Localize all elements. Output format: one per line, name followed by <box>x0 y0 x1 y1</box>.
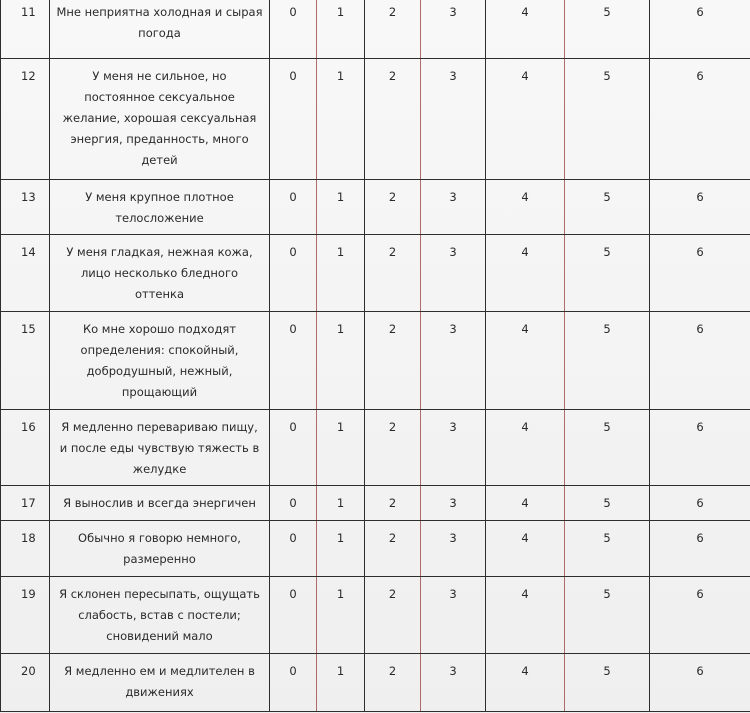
score-option-6[interactable]: 6 <box>650 235 750 312</box>
score-option-5[interactable]: 5 <box>565 235 650 312</box>
score-option-0[interactable]: 0 <box>270 59 317 180</box>
score-option-5[interactable]: 5 <box>565 0 650 59</box>
item-number: 14 <box>1 235 50 312</box>
score-option-3[interactable]: 3 <box>421 0 486 59</box>
score-option-1[interactable]: 1 <box>317 521 365 577</box>
score-option-5[interactable]: 5 <box>565 577 650 654</box>
score-option-4[interactable]: 4 <box>486 577 565 654</box>
score-option-3[interactable]: 3 <box>421 577 486 654</box>
score-option-6[interactable]: 6 <box>650 180 750 235</box>
score-option-5[interactable]: 5 <box>565 312 650 410</box>
score-option-0[interactable]: 0 <box>270 410 317 486</box>
statement-text: Мне неприятна холодная и сырая погода <box>50 0 270 59</box>
score-option-2[interactable]: 2 <box>365 521 421 577</box>
score-option-2[interactable]: 2 <box>365 180 421 235</box>
table-row <box>1 180 750 235</box>
score-option-1[interactable]: 1 <box>317 577 365 654</box>
statement-text: У меня гладкая, нежная кожа, лицо несколько бледного оттенка <box>50 235 270 312</box>
score-option-6[interactable]: 6 <box>650 654 750 712</box>
score-option-6[interactable]: 6 <box>650 0 750 59</box>
score-option-5[interactable]: 5 <box>565 486 650 521</box>
statement-text: Обычно я говорю немного, размеренно <box>50 521 270 577</box>
table-row <box>1 577 750 654</box>
score-option-5[interactable]: 5 <box>565 410 650 486</box>
score-option-3[interactable]: 3 <box>421 410 486 486</box>
score-option-0[interactable]: 0 <box>270 0 317 59</box>
score-option-1[interactable]: 1 <box>317 486 365 521</box>
score-option-6[interactable]: 6 <box>650 410 750 486</box>
item-number: 13 <box>1 180 50 235</box>
statement-text: Я медленно ем и медлителен в движениях <box>50 654 270 712</box>
table-row <box>1 235 750 312</box>
table-row <box>1 410 750 486</box>
score-option-5[interactable]: 5 <box>565 654 650 712</box>
score-option-5[interactable]: 5 <box>565 180 650 235</box>
score-option-0[interactable]: 0 <box>270 180 317 235</box>
score-option-4[interactable]: 4 <box>486 59 565 180</box>
score-option-5[interactable]: 5 <box>565 521 650 577</box>
statement-text: Я вынослив и всегда энергичен <box>50 486 270 521</box>
item-number: 16 <box>1 410 50 486</box>
score-option-3[interactable]: 3 <box>421 521 486 577</box>
score-option-3[interactable]: 3 <box>421 59 486 180</box>
table-row <box>1 486 750 521</box>
score-option-3[interactable]: 3 <box>421 312 486 410</box>
table-row <box>1 59 750 180</box>
score-option-1[interactable]: 1 <box>317 654 365 712</box>
statement-text: У меня крупное плотное телосложение <box>50 180 270 235</box>
score-option-6[interactable]: 6 <box>650 486 750 521</box>
score-option-1[interactable]: 1 <box>317 180 365 235</box>
score-option-0[interactable]: 0 <box>270 486 317 521</box>
score-option-6[interactable]: 6 <box>650 312 750 410</box>
score-option-0[interactable]: 0 <box>270 521 317 577</box>
score-option-2[interactable]: 2 <box>365 410 421 486</box>
score-option-6[interactable]: 6 <box>650 577 750 654</box>
statement-text: Я медленно перевариваю пищу, и после еды чувствую тяжесть в желудке <box>50 410 270 486</box>
score-option-2[interactable]: 2 <box>365 486 421 521</box>
table-row <box>1 654 750 712</box>
score-option-6[interactable]: 6 <box>650 59 750 180</box>
statement-text: У меня не сильное, но постоянное сексуальное желание, хорошая сексуальная энергия, преданность, много детей <box>50 59 270 180</box>
score-option-0[interactable]: 0 <box>270 235 317 312</box>
score-option-4[interactable]: 4 <box>486 410 565 486</box>
score-option-6[interactable]: 6 <box>650 521 750 577</box>
score-option-3[interactable]: 3 <box>421 235 486 312</box>
score-option-0[interactable]: 0 <box>270 577 317 654</box>
questionnaire-rows <box>1 0 750 712</box>
item-number: 17 <box>1 486 50 521</box>
score-option-1[interactable]: 1 <box>317 410 365 486</box>
score-option-4[interactable]: 4 <box>486 312 565 410</box>
score-option-1[interactable]: 1 <box>317 0 365 59</box>
statement-text: Ко мне хорошо подходят определения: спокойный, добродушный, нежный, прощающий <box>50 312 270 410</box>
score-option-4[interactable]: 4 <box>486 0 565 59</box>
table-row <box>1 312 750 410</box>
score-option-2[interactable]: 2 <box>365 312 421 410</box>
score-option-3[interactable]: 3 <box>421 486 486 521</box>
score-option-4[interactable]: 4 <box>486 521 565 577</box>
score-option-0[interactable]: 0 <box>270 654 317 712</box>
table-row <box>1 0 750 59</box>
score-option-4[interactable]: 4 <box>486 486 565 521</box>
score-option-3[interactable]: 3 <box>421 180 486 235</box>
item-number: 18 <box>1 521 50 577</box>
table-row <box>1 521 750 577</box>
score-option-1[interactable]: 1 <box>317 312 365 410</box>
score-option-4[interactable]: 4 <box>486 654 565 712</box>
score-option-4[interactable]: 4 <box>486 180 565 235</box>
item-number: 20 <box>1 654 50 712</box>
score-option-3[interactable]: 3 <box>421 654 486 712</box>
score-option-5[interactable]: 5 <box>565 59 650 180</box>
score-option-2[interactable]: 2 <box>365 0 421 59</box>
item-number: 12 <box>1 59 50 180</box>
item-number: 11 <box>1 0 50 59</box>
score-option-4[interactable]: 4 <box>486 235 565 312</box>
score-option-1[interactable]: 1 <box>317 59 365 180</box>
score-option-1[interactable]: 1 <box>317 235 365 312</box>
score-option-2[interactable]: 2 <box>365 235 421 312</box>
statement-text: Я склонен пересыпать, ощущать слабость, встав с постели; сновидений мало <box>50 577 270 654</box>
score-option-2[interactable]: 2 <box>365 654 421 712</box>
score-option-0[interactable]: 0 <box>270 312 317 410</box>
item-number: 15 <box>1 312 50 410</box>
score-option-2[interactable]: 2 <box>365 577 421 654</box>
item-number: 19 <box>1 577 50 654</box>
score-option-2[interactable]: 2 <box>365 59 421 180</box>
